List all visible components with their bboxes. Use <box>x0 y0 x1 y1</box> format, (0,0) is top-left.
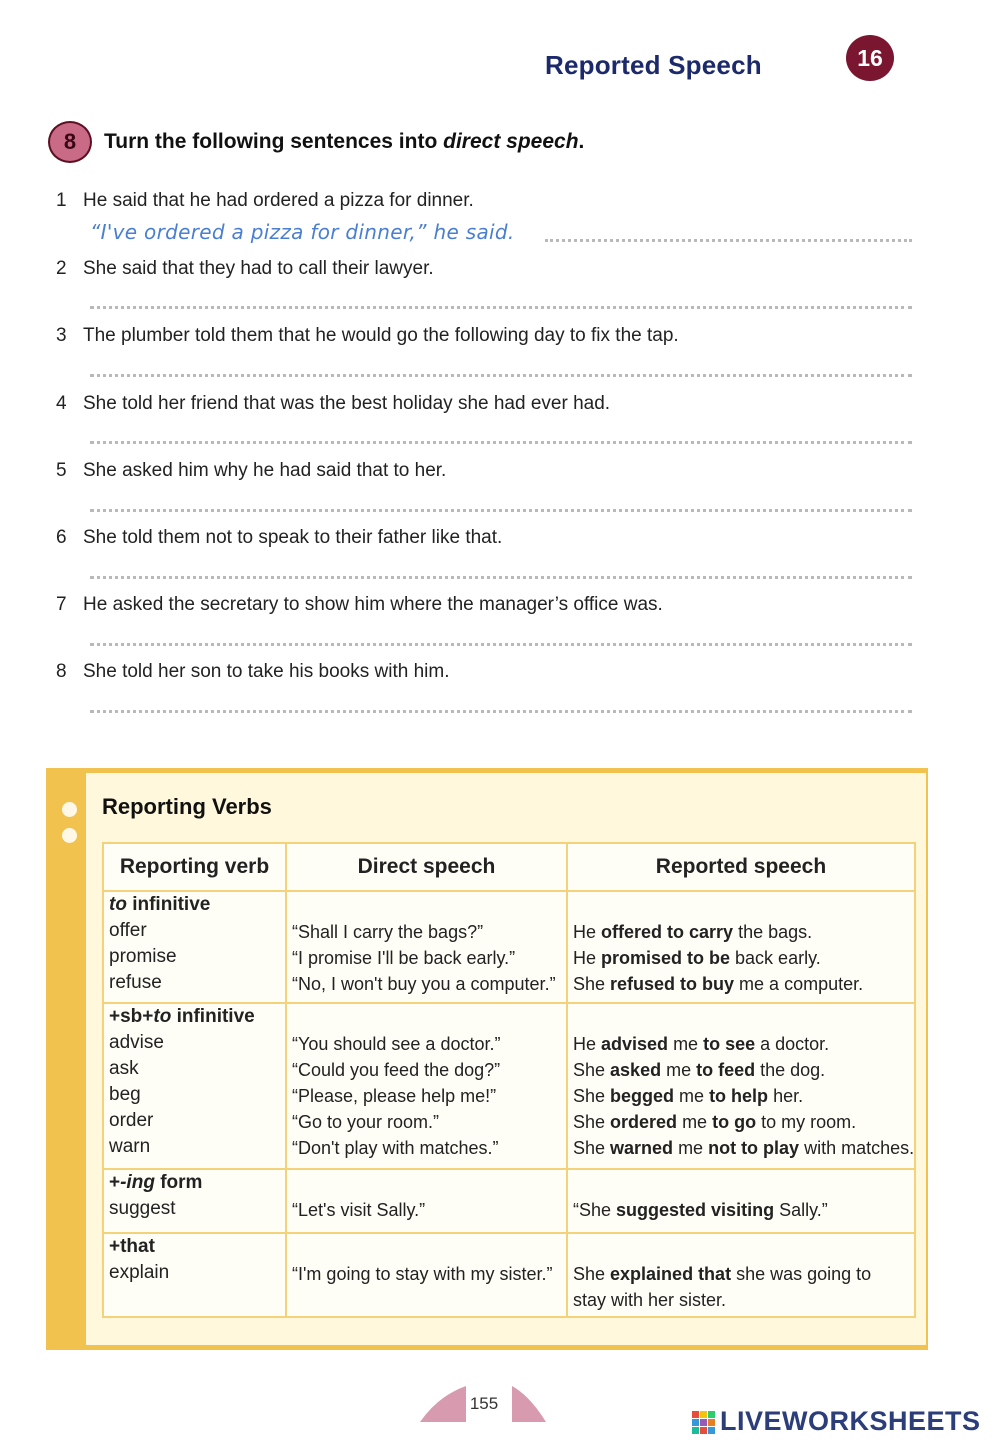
table-row <box>103 891 915 1003</box>
direct-quote: “Go to your room.” <box>292 1112 440 1132</box>
item-number: 8 <box>56 661 67 682</box>
answer-line-8[interactable] <box>90 710 912 713</box>
direct-quote: “Could you feed the dog?” <box>292 1060 501 1080</box>
example-answer: “I've ordered a pizza for dinner,” he said. <box>90 220 515 244</box>
item-number: 4 <box>56 393 67 414</box>
answer-line-5[interactable] <box>90 509 912 512</box>
reported-sentence: She warned me not to play with matches. <box>573 1138 915 1158</box>
item-sentence: The plumber told them that he would go the following day to fix the tap. <box>83 325 679 346</box>
answer-line-7[interactable] <box>90 643 912 646</box>
verb: suggest <box>109 1198 176 1219</box>
answer-line-3[interactable] <box>90 374 912 377</box>
answer-line-6[interactable] <box>90 576 912 579</box>
verb: promise <box>109 946 177 967</box>
reported-sentence: She explained that she was going to stay with her sister. <box>573 1264 872 1310</box>
direct-quote: “Shall I carry the bags?” <box>292 922 484 942</box>
direct-quote: “You should see a doctor.” <box>292 1034 501 1054</box>
instruction-emphasis: direct speech <box>443 130 579 153</box>
reported-sentence: She ordered me to go to my room. <box>573 1112 857 1132</box>
exercise-instruction <box>104 130 584 154</box>
liveworksheets-brand[interactable]: LIVEWORKSHEETS <box>720 1406 981 1436</box>
answer-line-1[interactable] <box>545 239 912 242</box>
group-label: +sb+to infinitive <box>109 1006 255 1027</box>
header-reported-speech: Reported speech <box>567 843 915 891</box>
verb: ask <box>109 1058 139 1079</box>
item-number: 7 <box>56 594 67 615</box>
reported-sentence: He promised to be back early. <box>573 948 821 968</box>
verb-cell <box>103 1003 286 1169</box>
page-number: 155 <box>469 1394 499 1413</box>
verb: beg <box>109 1084 141 1105</box>
item-sentence: She told them not to speak to their father like that. <box>83 527 503 548</box>
direct-cell <box>286 891 567 1003</box>
direct-quote: “Let's visit Sally.” <box>292 1200 426 1220</box>
exercise-number-badge <box>48 121 92 163</box>
direct-quote: “I promise I'll be back early.” <box>292 948 516 968</box>
bullet-dot <box>62 828 77 843</box>
item-sentence: She told her friend that was the best holiday she had ever had. <box>83 393 611 414</box>
reported-cell <box>567 1169 915 1233</box>
table-row <box>103 1003 915 1169</box>
reported-sentence: He advised me to see a doctor. <box>573 1034 830 1054</box>
unit-title: Reported Speech <box>545 50 762 80</box>
header-reporting-verb: Reporting verb <box>103 843 286 891</box>
item-sentence: She told her son to take his books with him. <box>83 661 450 682</box>
header-direct-speech: Direct speech <box>286 843 567 891</box>
direct-quote: “I'm going to stay with my sister.” <box>292 1264 553 1284</box>
verb: refuse <box>109 972 162 993</box>
direct-quote: “No, I won't buy you a computer.” <box>292 974 556 994</box>
verb: explain <box>109 1262 170 1283</box>
left-tab-shape <box>420 1386 466 1422</box>
item-sentence: He asked the secretary to show him where the manager’s office was. <box>83 594 663 615</box>
item-number: 2 <box>56 258 67 279</box>
item-number: 6 <box>56 527 67 548</box>
right-tab-shape <box>512 1386 546 1422</box>
verb: advise <box>109 1032 164 1053</box>
answer-line-4[interactable] <box>90 441 912 444</box>
item-sentence: He said that he had ordered a pizza for dinner. <box>83 190 474 211</box>
reported-sentence: “She suggested visiting Sally.” <box>573 1200 828 1220</box>
item-sentence: She asked him why he had said that to her. <box>83 460 447 481</box>
group-label: +-ing form <box>109 1172 203 1193</box>
item-number: 1 <box>56 190 67 211</box>
item-number: 5 <box>56 460 67 481</box>
reported-sentence: She refused to buy me a computer. <box>573 974 864 994</box>
reported-sentence: He offered to carry the bags. <box>573 922 813 942</box>
item-number: 3 <box>56 325 67 346</box>
verb: offer <box>109 920 147 941</box>
verb-cell <box>103 1233 286 1317</box>
exercise-number: 8 <box>63 129 77 154</box>
reported-cell <box>567 1003 915 1169</box>
reporting-verbs-table <box>102 842 916 1318</box>
unit-number-badge: 16 <box>846 35 894 81</box>
group-label: to infinitive <box>109 894 211 915</box>
item-sentence: She said that they had to call their lawyer. <box>83 258 434 279</box>
verb-cell <box>103 891 286 1003</box>
direct-quote: “Please, please help me!” <box>292 1086 497 1106</box>
liveworksheets-logo-icon <box>692 1411 716 1435</box>
direct-quote: “Don't play with matches.” <box>292 1138 499 1158</box>
direct-cell <box>286 1233 567 1317</box>
direct-cell <box>286 1003 567 1169</box>
instruction-period: . <box>578 130 585 153</box>
verb-cell <box>103 1169 286 1233</box>
verb: warn <box>109 1136 151 1157</box>
direct-cell <box>286 1169 567 1233</box>
table-row <box>103 1233 915 1317</box>
reported-cell <box>567 1233 915 1317</box>
bullet-dot <box>62 802 77 817</box>
reported-sentence: She begged me to help her. <box>573 1086 804 1106</box>
reporting-verbs-title: Reporting Verbs <box>102 794 272 819</box>
table-header-row <box>103 843 915 891</box>
instruction-text: Turn the following sentences into <box>104 130 444 153</box>
reported-cell <box>567 891 915 1003</box>
table-row <box>103 1169 915 1233</box>
reported-sentence: She asked me to feed the dog. <box>573 1060 826 1080</box>
answer-line-2[interactable] <box>90 306 912 309</box>
verb: order <box>109 1110 154 1131</box>
group-label: +that <box>109 1236 155 1257</box>
